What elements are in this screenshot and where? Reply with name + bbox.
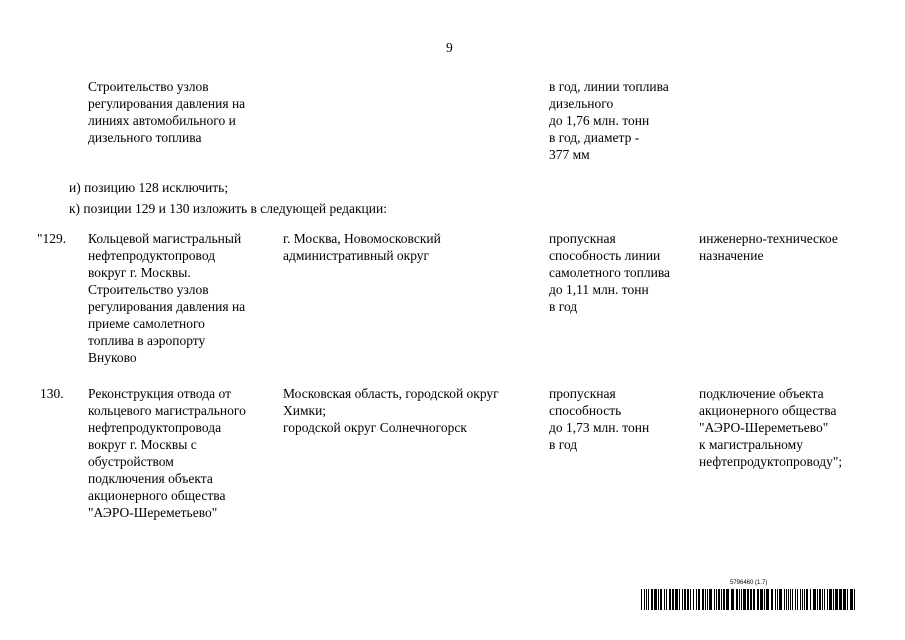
- barcode-bar: [716, 589, 717, 610]
- barcode-bar: [666, 589, 667, 610]
- barcode-bar: [847, 589, 848, 610]
- row-purpose: инженерно-техническое назначение: [699, 231, 838, 263]
- barcode-bar: [795, 589, 796, 610]
- barcode-bar: [839, 589, 842, 610]
- barcode-bar: [736, 589, 738, 610]
- barcode-bar: [723, 589, 725, 610]
- barcode-bar: [705, 589, 706, 610]
- barcode-bar: [721, 589, 722, 610]
- barcode-label: 5796460 (1.7): [730, 580, 768, 586]
- barcode-bar: [684, 589, 686, 610]
- barcode-bar: [854, 589, 855, 610]
- barcode-bar: [669, 589, 671, 610]
- barcode-bar: [779, 589, 782, 610]
- barcode-bar: [747, 589, 749, 610]
- barcode-bar: [764, 589, 765, 610]
- barcode-bar: [682, 589, 683, 610]
- continuation-object-text: Строительство узлов регулирования давления на линиях автомобильного и дизельного топлива: [88, 79, 246, 145]
- barcode-bar: [833, 589, 834, 610]
- barcode-bar: [707, 589, 708, 610]
- page-number: 9: [446, 40, 453, 55]
- row-number: "129.: [37, 231, 67, 246]
- barcode-bar: [813, 589, 816, 610]
- barcode-bar: [843, 589, 846, 610]
- barcode-bar: [641, 589, 642, 610]
- row-characteristics: пропускная способность линии самолетного топлива до 1,11 млн. тонн в год: [549, 231, 671, 314]
- barcode-bar: [792, 589, 793, 610]
- barcode-bar: [806, 589, 808, 610]
- barcode-bar: [741, 589, 742, 610]
- barcode-bar: [651, 589, 653, 610]
- row-object: Реконструкция отвода от кольцевого магистрального нефтепродуктопровода вокруг г. Москвы с обустройством подключения объекта акционерного общества "АЭРО-Шереметьево": [88, 386, 246, 520]
- barcode-bar: [726, 589, 729, 610]
- barcode: [641, 589, 855, 610]
- barcode-bar: [693, 589, 694, 610]
- barcode-bar: [654, 589, 657, 610]
- barcode-bar: [687, 589, 689, 610]
- barcode-bar: [690, 589, 691, 610]
- barcode-bar: [786, 589, 787, 610]
- barcode-bar: [664, 589, 665, 610]
- row-purpose: подключение объекта акционерного общества "АЭРО-Шереметьево" к магистральному нефтепродуктопроводу";: [699, 386, 843, 469]
- barcode-bar: [739, 589, 740, 610]
- barcode-bar: [819, 589, 821, 610]
- barcode-bar: [784, 589, 785, 610]
- instruction-k: к) позиции 129 и 130 изложить в следующей редакции:: [69, 201, 387, 216]
- barcode-bar: [788, 589, 789, 610]
- barcode-bar: [675, 589, 678, 610]
- barcode-bar: [698, 589, 700, 610]
- barcode-bar: [760, 589, 763, 610]
- row-location: г. Москва, Новомосковский административный округ: [283, 231, 441, 263]
- barcode-bar: [679, 589, 680, 610]
- barcode-bar: [822, 589, 823, 610]
- row-number: 130.: [40, 386, 64, 401]
- barcode-bar: [766, 589, 769, 610]
- instruction-i: и) позицию 128 исключить;: [69, 180, 229, 195]
- barcode-bar: [757, 589, 759, 610]
- barcode-bar: [660, 589, 662, 610]
- barcode-bar: [702, 589, 704, 610]
- row-object: Кольцевой магистральный нефтепродуктопровод вокруг г. Москвы. Строительство узлов регулирования давления на приеме самолетного топлива в аэропорту Внуково: [88, 231, 246, 365]
- barcode-bar: [800, 589, 801, 610]
- barcode-bar: [850, 589, 853, 610]
- barcode-bar: [658, 589, 659, 610]
- barcode-bar: [775, 589, 776, 610]
- barcode-bar: [709, 589, 712, 610]
- barcode-bar: [790, 589, 791, 610]
- barcode-bar: [743, 589, 746, 610]
- row-location: Московская область, городской округ Химки; городской округ Солнечногорск: [283, 386, 499, 435]
- barcode-bar: [644, 589, 645, 610]
- row-characteristics: пропускная способность до 1,73 млн. тонн в год: [549, 386, 650, 452]
- barcode-bar: [696, 589, 697, 610]
- barcode-bar: [804, 589, 805, 610]
- barcode-bar: [646, 589, 647, 610]
- barcode-bar: [731, 589, 734, 610]
- barcode-bar: [802, 589, 803, 610]
- barcode-bar: [817, 589, 818, 610]
- barcode-bar: [824, 589, 825, 610]
- barcode-bar: [718, 589, 720, 610]
- barcode-bar: [797, 589, 798, 610]
- barcode-bar: [810, 589, 811, 610]
- barcode-bar: [827, 589, 828, 610]
- barcode-bar: [829, 589, 832, 610]
- barcode-bar: [750, 589, 752, 610]
- barcode-bar: [771, 589, 773, 610]
- barcode-bar: [648, 589, 649, 610]
- barcode-bar: [835, 589, 838, 610]
- barcode-bar: [753, 589, 755, 610]
- barcode-bar: [777, 589, 778, 610]
- continuation-characteristics-text: в год, линии топлива дизельного до 1,76 млн. тонн в год, диаметр - 377 мм: [549, 79, 669, 162]
- barcode-bar: [672, 589, 674, 610]
- barcode-bar: [714, 589, 715, 610]
